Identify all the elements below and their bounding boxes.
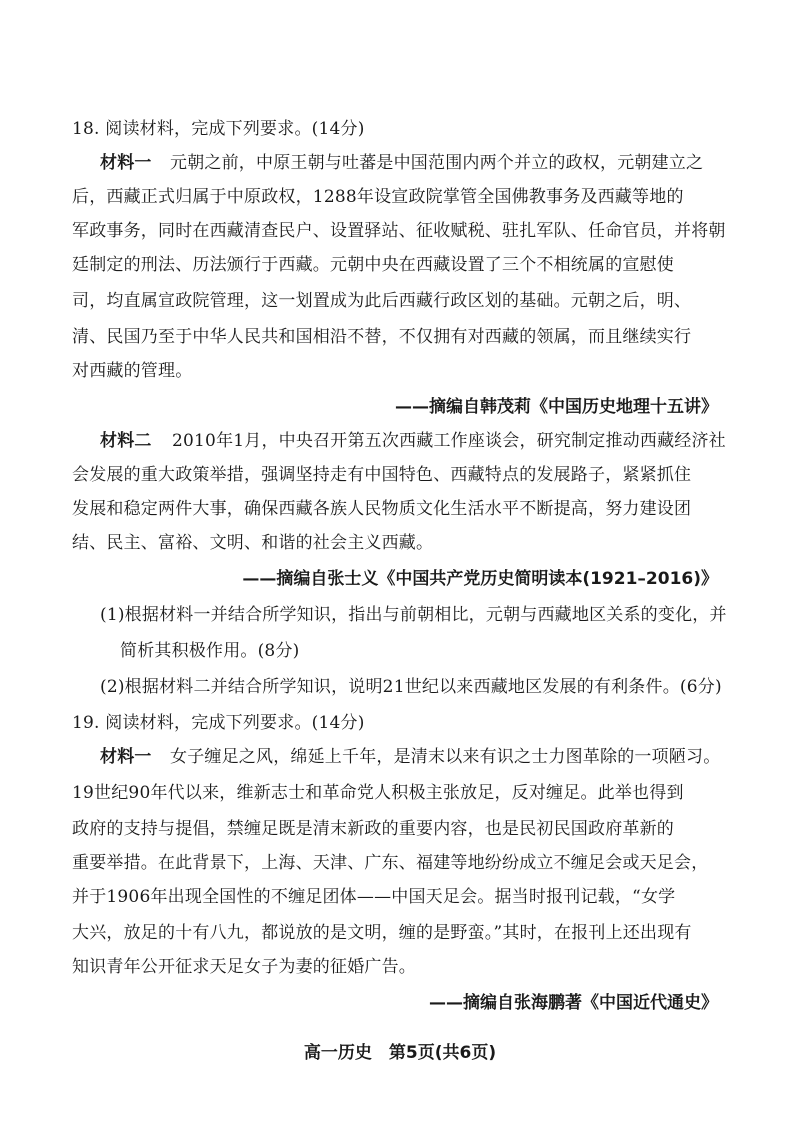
q18-material1-line: 元朝之前，中原王朝与吐蕃是中国范围内两个并立的政权，元朝建立之 <box>170 153 704 173</box>
q18-material1-label: 材料一 <box>100 153 152 173</box>
q19-material1-line: 19世纪90年代以来，维新志士和革命党人积极主张放足，反对缠足。此举也得到 <box>72 783 684 803</box>
q18-material2-line: 结、民主、富裕、文明、和谐的社会主义西藏。 <box>72 533 434 553</box>
q18-material1-line: 清、民国乃至于中华人民共和国相沿不替，不仅拥有对西藏的领属，而且继续实行 <box>72 327 692 347</box>
q19-title: 19. 阅读材料，完成下列要求。(14分) <box>72 713 365 733</box>
q19-material1-label: 材料一 <box>100 747 152 767</box>
q19-material1-line: 知识青年公开征求天足女子为妻的征婚广告。 <box>72 957 416 977</box>
q18-subquestion-2: (2)根据材料二并结合所学知识，说明21世纪以来西藏地区发展的有利条件。(6分) <box>100 677 722 697</box>
q19-material1-line: 大兴，放足的十有八九，都说放的是文明，缠的是野蛮。”其时，在报刊上还出现有 <box>72 923 692 943</box>
page-footer: 高一历史 第5页(共6页) <box>303 1043 497 1063</box>
q18-material2-line: 2010年1月，中央召开第五次西藏工作座谈会，研究制定推动西藏经济社 <box>172 431 726 451</box>
q18-subquestion-1-cont: 简析其积极作用。(8分) <box>120 641 300 661</box>
q19-material1-line: 重要举措。在此背景下，上海、天津、广东、福建等地纷纷成立不缠足会或天足会， <box>72 853 709 873</box>
q18-material2-line: 发展和稳定两件大事，确保西藏各族人民物质文化生活水平不断提高，努力建设团 <box>72 499 692 519</box>
q19-material1-source: ——摘编自张海鹏著《中国近代通史》 <box>429 993 718 1013</box>
q18-material1-line: 廷制定的刑法、历法颁行于西藏。元朝中央在西藏设置了三个不相统属的宣慰使 <box>72 255 674 275</box>
q18-subquestion-1: (1)根据材料一并结合所学知识，指出与前朝相比，元朝与西藏地区关系的变化，并 <box>100 605 727 625</box>
q19-material1-line: 女子缠足之风，绵延上千年，是清末以来有识之士力图革除的一项陋习。 <box>170 747 721 767</box>
q19-material1-line: 政府的支持与提倡，禁缠足既是清末新政的重要内容，也是民初民国政府革新的 <box>72 819 674 839</box>
q18-material1-source: ——摘编自韩茂莉《中国历史地理十五讲》 <box>395 397 718 417</box>
q18-material1-line: 司，均直属宣政院管理，这一划置成为此后西藏行政区划的基础。元朝之后，明、 <box>72 291 692 311</box>
q18-material2-source: ——摘编自张士义《中国共产党历史简明读本(1921–2016)》 <box>242 569 718 589</box>
q19-material1-line: 并于1906年出现全国性的不缠足团体——中国天足会。据当时报刊记载，“女学 <box>72 887 676 907</box>
q18-title: 18. 阅读材料，完成下列要求。(14分) <box>72 119 365 139</box>
q18-material1-line: 后，西藏正式归属于中原政权，1288年设宣政院掌管全国佛教事务及西藏等地的 <box>72 187 684 207</box>
q18-material2-line: 会发展的重大政策举措，强调坚持走有中国特色、西藏特点的发展路子，紧紧抓住 <box>72 465 692 485</box>
q18-material1-line: 对西藏的管理。 <box>72 361 193 381</box>
q18-material2-label: 材料二 <box>100 431 152 451</box>
q18-material1-line: 军政事务，同时在西藏清查民户、设置驿站、征收赋税、驻扎军队、任命官员，并将朝 <box>72 221 726 241</box>
